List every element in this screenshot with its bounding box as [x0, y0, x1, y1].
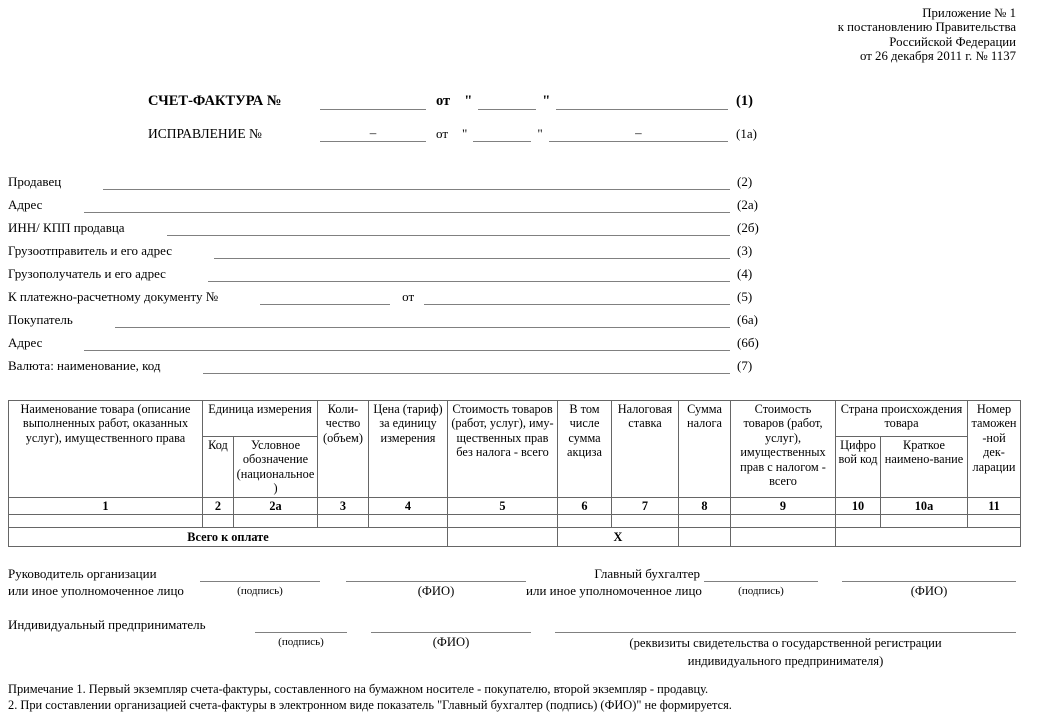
annex-line: Российской Федерации — [889, 34, 1016, 49]
form-field-row — [8, 351, 766, 374]
form-field-row — [8, 236, 766, 259]
registration-details-field — [555, 616, 1016, 669]
entrepreneur-label: Индивидуальный предприниматель — [8, 616, 206, 632]
organization-signature-row — [8, 565, 1016, 599]
col-price-header: Цена (тариф) за единицу измерения — [369, 400, 448, 497]
total-row-label: Всего к оплате — [9, 527, 448, 546]
name-caption: (ФИО) — [910, 583, 948, 598]
field-blank-line[interactable] — [260, 287, 390, 305]
col-number: 1 — [9, 497, 203, 514]
col-number: 5 — [448, 497, 558, 514]
head-signer-label-line2: или иное уполномоченное лицо — [8, 582, 184, 598]
total-row — [9, 527, 1021, 546]
field-label: Покупатель — [8, 311, 73, 327]
col-cost-with-tax-header: Стоимость товаров (работ, услуг), имущественных прав с налогом - всего — [731, 400, 836, 497]
col-customs-declaration-header: Номер таможен-ной дек-ларации — [968, 400, 1021, 497]
signature-caption: (подпись) — [278, 635, 324, 648]
invoice-date-blank[interactable] — [556, 92, 728, 110]
head-name-line[interactable] — [346, 565, 526, 582]
col-number: 4 — [369, 497, 448, 514]
entrepreneur-signature-field — [255, 616, 347, 650]
invoice-title-label: СЧЕТ-ФАКТУРА № — [148, 92, 282, 109]
footnotes — [8, 681, 1053, 713]
empty-data-row — [9, 514, 1021, 527]
footnote-line: 2. При составлении организацией счета-фактуры в электронном виде показатель "Главный бухгалтер (подпись) (ФИО)" не формируется. — [8, 697, 732, 712]
chief-accountant-label — [526, 565, 704, 599]
data-cell[interactable] — [9, 514, 203, 527]
head-signature-field — [200, 565, 320, 599]
data-cell[interactable] — [318, 514, 369, 527]
title-block — [148, 90, 766, 142]
total-row-filler — [836, 527, 1021, 546]
col-country-name-header: Краткое наимено-вание — [881, 436, 968, 497]
col-cost-without-tax-header: Стоимость товаров (работ, услуг), иму-щественных прав без налога - всего — [448, 400, 558, 497]
field-label: К платежно-расчетному документу № — [8, 288, 219, 304]
annex-line: к постановлению Правительства — [837, 20, 1016, 35]
data-cell[interactable] — [369, 514, 448, 527]
field-ref-number: (2б) — [737, 219, 759, 235]
name-caption: (ФИО) — [417, 583, 455, 598]
close-quote: " — [542, 92, 551, 109]
goods-table — [8, 400, 1021, 547]
col-unit-code-header: Код — [203, 436, 234, 497]
field-label: Валюта: наименование, код — [8, 357, 161, 373]
correction-number-blank[interactable]: – — [320, 124, 426, 142]
entrepreneur-signature-line[interactable] — [255, 616, 347, 633]
col-country-group-header: Страна происхождения товара — [836, 400, 968, 436]
correction-from-label: от — [436, 125, 449, 141]
open-quote: " — [464, 92, 473, 109]
field-blank-line[interactable] — [84, 333, 730, 351]
field-mid-group — [390, 287, 730, 305]
registration-details-line[interactable] — [555, 616, 1016, 633]
form-field-row — [8, 305, 766, 328]
head-signature-line[interactable] — [200, 565, 320, 582]
invoice-form-page — [0, 6, 1053, 712]
entrepreneur-name-field — [371, 616, 531, 650]
col-number: 10 — [836, 497, 881, 514]
form-field-row — [8, 167, 766, 190]
invoice-number-blank[interactable] — [320, 92, 426, 110]
field-blank-line[interactable] — [208, 264, 730, 282]
field-label: Адрес — [8, 334, 43, 350]
col-number: 3 — [318, 497, 369, 514]
head-name-field — [346, 565, 526, 599]
col-number: 6 — [558, 497, 612, 514]
head-signer-label-line1: Руководитель организации — [8, 565, 157, 581]
data-cell[interactable] — [448, 514, 558, 527]
col-name-header: Наименование товара (описание выполненных работ, оказанных услуг), имущественного права — [9, 400, 203, 497]
annex-header — [0, 6, 1016, 64]
data-cell[interactable] — [203, 514, 234, 527]
field-label: Грузополучатель и его адрес — [8, 265, 166, 281]
close-quote: " — [537, 125, 543, 141]
field-label: ИНН/ КПП продавца — [8, 219, 125, 235]
field-label: Адрес — [8, 196, 43, 212]
open-quote: " — [462, 125, 468, 141]
col-number: 11 — [968, 497, 1021, 514]
field-blank-line[interactable] — [115, 310, 730, 328]
col-number: 10а — [881, 497, 968, 514]
col-excise-header: В том числе сумма акциза — [558, 400, 612, 497]
data-cell[interactable] — [968, 514, 1021, 527]
registration-caption-line1: (реквизиты свидетельства о государственной регистрации — [629, 635, 942, 650]
data-cell[interactable] — [679, 514, 731, 527]
form-field-row — [8, 259, 766, 282]
data-cell[interactable] — [881, 514, 968, 527]
correction-day-blank[interactable] — [473, 124, 531, 142]
data-cell[interactable] — [836, 514, 881, 527]
chief-accountant-label-line1: Главный бухгалтер — [594, 565, 700, 581]
invoice-from-label: от — [436, 92, 451, 109]
col-tax-amount-header: Сумма налога — [679, 400, 731, 497]
total-cost-with-tax-cell[interactable] — [731, 527, 836, 546]
registration-caption-line2: индивидуального предпринимателя) — [687, 653, 884, 668]
col-number: 7 — [612, 497, 679, 514]
col-number: 2а — [234, 497, 318, 514]
total-tax-x-mark: X — [558, 527, 679, 546]
field-ref-number: (3) — [737, 242, 753, 258]
annex-line: Приложение № 1 — [922, 6, 1016, 20]
invoice-day-blank[interactable] — [478, 92, 536, 110]
field-blank-line[interactable] — [167, 218, 730, 236]
field-label: Продавец — [8, 173, 62, 189]
signature-caption: (подпись) — [738, 584, 784, 597]
data-cell[interactable] — [234, 514, 318, 527]
invoice-ref-number: (1) — [736, 92, 753, 109]
chief-name-field — [842, 565, 1016, 599]
correction-title-label: ИСПРАВЛЕНИЕ № — [148, 125, 262, 141]
col-number: 8 — [679, 497, 731, 514]
data-cell[interactable] — [731, 514, 836, 527]
chief-signature-line[interactable] — [704, 565, 818, 582]
col-unit-symbol-header: Условное обозначение (национальное) — [234, 436, 318, 497]
col-number: 9 — [731, 497, 836, 514]
field-ref-number: (6а) — [737, 311, 758, 327]
data-cell[interactable] — [612, 514, 679, 527]
total-cost-without-tax-cell[interactable] — [448, 527, 558, 546]
form-field-row — [8, 190, 766, 213]
field-blank-line[interactable] — [84, 195, 730, 213]
field-blank-line-2[interactable] — [424, 287, 730, 305]
total-tax-amount-cell[interactable] — [679, 527, 731, 546]
field-ref-number: (2а) — [737, 196, 758, 212]
field-ref-number: (7) — [737, 357, 753, 373]
field-blank-line[interactable] — [214, 241, 730, 259]
col-tax-rate-header: Налоговая ставка — [612, 400, 679, 497]
chief-accountant-label-line2: или иное уполномоченное лицо — [526, 582, 702, 598]
correction-ref-number: (1а) — [736, 125, 757, 141]
correction-date-blank[interactable]: – — [549, 124, 728, 142]
field-ref-number: (6б) — [737, 334, 759, 350]
field-blank-line[interactable] — [103, 172, 730, 190]
chief-signature-field — [704, 565, 818, 599]
field-label: Грузоотправитель и его адрес — [8, 242, 173, 258]
field-ref-number: (4) — [737, 265, 753, 281]
entrepreneur-signature-row — [8, 616, 1016, 669]
data-cell[interactable] — [558, 514, 612, 527]
signature-caption: (подпись) — [237, 584, 283, 597]
col-quantity-header: Коли-чество (объем) — [318, 400, 369, 497]
col-unit-group-header: Единица измерения — [203, 400, 318, 436]
field-mid-label: от — [402, 288, 415, 304]
field-blank-line[interactable] — [203, 356, 730, 374]
col-country-code-header: Цифровой код — [836, 436, 881, 497]
invoice-title-row — [148, 90, 766, 110]
annex-line: от 26 декабря 2011 г. № 1137 — [860, 49, 1016, 64]
form-field-row — [8, 328, 766, 351]
column-number-row — [9, 497, 1021, 514]
col-number: 2 — [203, 497, 234, 514]
footnote-line: Примечание 1. Первый экземпляр счета-фактуры, составленного на бумажном носителе - покупателю, второй экземпляр - продавцу. — [8, 681, 709, 696]
entrepreneur-name-line[interactable] — [371, 616, 531, 633]
form-field-row — [8, 282, 766, 305]
head-signer-label — [8, 565, 200, 599]
chief-name-line[interactable] — [842, 565, 1016, 582]
form-field-row — [8, 213, 766, 236]
field-ref-number: (2) — [737, 173, 753, 189]
correction-title-row — [148, 122, 766, 142]
signatures-section — [8, 565, 1016, 669]
fields-section — [8, 167, 766, 374]
name-caption: (ФИО) — [432, 634, 470, 649]
field-ref-number: (5) — [737, 288, 753, 304]
